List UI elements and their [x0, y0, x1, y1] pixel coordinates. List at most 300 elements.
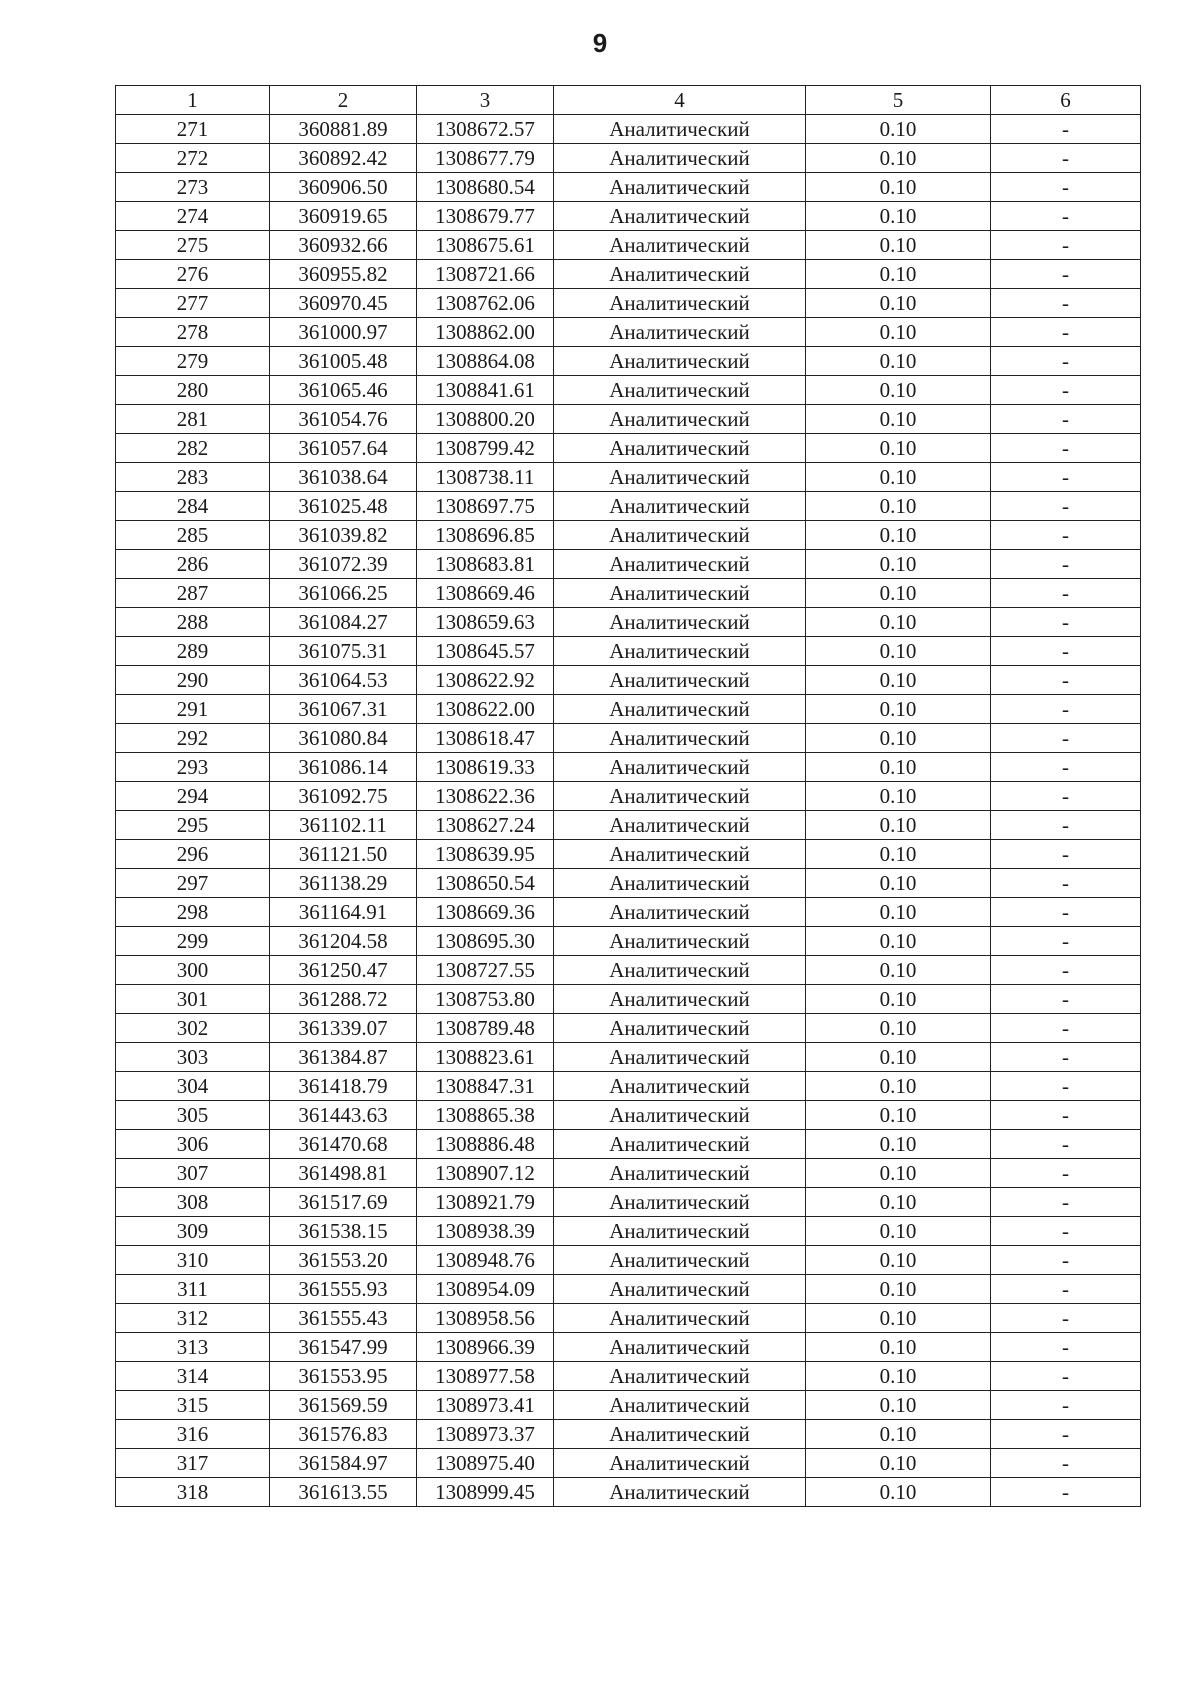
error-cell: 0.10 — [806, 985, 991, 1014]
y-coordinate-cell: 1308966.39 — [417, 1333, 554, 1362]
error-cell: 0.10 — [806, 231, 991, 260]
x-coordinate-cell: 361039.82 — [270, 521, 417, 550]
note-cell: - — [991, 927, 1141, 956]
method-cell: Аналитический — [554, 1217, 806, 1246]
x-coordinate-cell: 361418.79 — [270, 1072, 417, 1101]
point-number-cell: 312 — [116, 1304, 270, 1333]
point-number-cell: 288 — [116, 608, 270, 637]
note-cell: - — [991, 1159, 1141, 1188]
point-number-cell: 310 — [116, 1246, 270, 1275]
x-coordinate-cell: 361553.20 — [270, 1246, 417, 1275]
method-cell: Аналитический — [554, 637, 806, 666]
y-coordinate-cell: 1308762.06 — [417, 289, 554, 318]
error-cell: 0.10 — [806, 405, 991, 434]
y-coordinate-cell: 1308973.41 — [417, 1391, 554, 1420]
method-cell: Аналитический — [554, 927, 806, 956]
point-number-cell: 290 — [116, 666, 270, 695]
point-number-cell: 275 — [116, 231, 270, 260]
method-cell: Аналитический — [554, 1101, 806, 1130]
x-coordinate-cell: 361555.93 — [270, 1275, 417, 1304]
error-cell: 0.10 — [806, 144, 991, 173]
table-header — [116, 86, 1141, 115]
error-cell: 0.10 — [806, 1072, 991, 1101]
table-row — [116, 811, 1141, 840]
x-coordinate-cell: 361164.91 — [270, 898, 417, 927]
x-coordinate-cell: 361384.87 — [270, 1043, 417, 1072]
column-header-2: 2 — [270, 86, 417, 115]
error-cell: 0.10 — [806, 782, 991, 811]
x-coordinate-cell: 360919.65 — [270, 202, 417, 231]
note-cell: - — [991, 985, 1141, 1014]
y-coordinate-cell: 1308958.56 — [417, 1304, 554, 1333]
note-cell: - — [991, 782, 1141, 811]
error-cell: 0.10 — [806, 724, 991, 753]
y-coordinate-cell: 1308622.92 — [417, 666, 554, 695]
point-number-cell: 281 — [116, 405, 270, 434]
error-cell: 0.10 — [806, 1130, 991, 1159]
error-cell: 0.10 — [806, 463, 991, 492]
y-coordinate-cell: 1308977.58 — [417, 1362, 554, 1391]
error-cell: 0.10 — [806, 115, 991, 144]
method-cell: Аналитический — [554, 1304, 806, 1333]
method-cell: Аналитический — [554, 840, 806, 869]
x-coordinate-cell: 361057.64 — [270, 434, 417, 463]
error-cell: 0.10 — [806, 1362, 991, 1391]
error-cell: 0.10 — [806, 347, 991, 376]
y-coordinate-cell: 1308727.55 — [417, 956, 554, 985]
error-cell: 0.10 — [806, 637, 991, 666]
point-number-cell: 309 — [116, 1217, 270, 1246]
y-coordinate-cell: 1308948.76 — [417, 1246, 554, 1275]
method-cell: Аналитический — [554, 1188, 806, 1217]
point-number-cell: 301 — [116, 985, 270, 1014]
method-cell: Аналитический — [554, 666, 806, 695]
note-cell: - — [991, 1072, 1141, 1101]
point-number-cell: 279 — [116, 347, 270, 376]
table-row — [116, 695, 1141, 724]
x-coordinate-cell: 361092.75 — [270, 782, 417, 811]
table-row — [116, 376, 1141, 405]
method-cell: Аналитический — [554, 318, 806, 347]
point-number-cell: 293 — [116, 753, 270, 782]
x-coordinate-cell: 361138.29 — [270, 869, 417, 898]
note-cell: - — [991, 289, 1141, 318]
x-coordinate-cell: 361084.27 — [270, 608, 417, 637]
x-coordinate-cell: 360955.82 — [270, 260, 417, 289]
point-number-cell: 296 — [116, 840, 270, 869]
method-cell: Аналитический — [554, 492, 806, 521]
x-coordinate-cell: 361038.64 — [270, 463, 417, 492]
error-cell: 0.10 — [806, 1449, 991, 1478]
error-cell: 0.10 — [806, 1188, 991, 1217]
point-number-cell: 315 — [116, 1391, 270, 1420]
header-row — [116, 86, 1141, 115]
note-cell: - — [991, 811, 1141, 840]
method-cell: Аналитический — [554, 985, 806, 1014]
point-number-cell: 271 — [116, 115, 270, 144]
note-cell: - — [991, 231, 1141, 260]
point-number-cell: 291 — [116, 695, 270, 724]
x-coordinate-cell: 360932.66 — [270, 231, 417, 260]
y-coordinate-cell: 1308675.61 — [417, 231, 554, 260]
table-row — [116, 173, 1141, 202]
note-cell: - — [991, 318, 1141, 347]
method-cell: Аналитический — [554, 811, 806, 840]
point-number-cell: 304 — [116, 1072, 270, 1101]
error-cell: 0.10 — [806, 202, 991, 231]
point-number-cell: 306 — [116, 1130, 270, 1159]
error-cell: 0.10 — [806, 318, 991, 347]
error-cell: 0.10 — [806, 898, 991, 927]
point-number-cell: 280 — [116, 376, 270, 405]
method-cell: Аналитический — [554, 405, 806, 434]
x-coordinate-cell: 361553.95 — [270, 1362, 417, 1391]
x-coordinate-cell: 361498.81 — [270, 1159, 417, 1188]
column-header-3: 3 — [417, 86, 554, 115]
point-number-cell: 313 — [116, 1333, 270, 1362]
table-row — [116, 289, 1141, 318]
error-cell: 0.10 — [806, 1159, 991, 1188]
note-cell: - — [991, 1275, 1141, 1304]
table-row — [116, 898, 1141, 927]
table-row — [116, 869, 1141, 898]
method-cell: Аналитический — [554, 521, 806, 550]
table-row — [116, 637, 1141, 666]
x-coordinate-cell: 361005.48 — [270, 347, 417, 376]
note-cell: - — [991, 1333, 1141, 1362]
method-cell: Аналитический — [554, 347, 806, 376]
note-cell: - — [991, 1101, 1141, 1130]
note-cell: - — [991, 260, 1141, 289]
y-coordinate-cell: 1308864.08 — [417, 347, 554, 376]
y-coordinate-cell: 1308679.77 — [417, 202, 554, 231]
table-row — [116, 1072, 1141, 1101]
table-row — [116, 492, 1141, 521]
x-coordinate-cell: 360906.50 — [270, 173, 417, 202]
x-coordinate-cell: 361443.63 — [270, 1101, 417, 1130]
point-number-cell: 276 — [116, 260, 270, 289]
note-cell: - — [991, 724, 1141, 753]
method-cell: Аналитический — [554, 1333, 806, 1362]
error-cell: 0.10 — [806, 1101, 991, 1130]
point-number-cell: 311 — [116, 1275, 270, 1304]
y-coordinate-cell: 1308823.61 — [417, 1043, 554, 1072]
table-row — [116, 144, 1141, 173]
y-coordinate-cell: 1308738.11 — [417, 463, 554, 492]
table-row — [116, 1478, 1141, 1507]
y-coordinate-cell: 1308650.54 — [417, 869, 554, 898]
table-row — [116, 1159, 1141, 1188]
y-coordinate-cell: 1308677.79 — [417, 144, 554, 173]
point-number-cell: 295 — [116, 811, 270, 840]
error-cell: 0.10 — [806, 492, 991, 521]
note-cell: - — [991, 405, 1141, 434]
note-cell: - — [991, 637, 1141, 666]
error-cell: 0.10 — [806, 666, 991, 695]
method-cell: Аналитический — [554, 1420, 806, 1449]
x-coordinate-cell: 361517.69 — [270, 1188, 417, 1217]
point-number-cell: 314 — [116, 1362, 270, 1391]
y-coordinate-cell: 1308789.48 — [417, 1014, 554, 1043]
point-number-cell: 272 — [116, 144, 270, 173]
column-header-1: 1 — [116, 86, 270, 115]
method-cell: Аналитический — [554, 376, 806, 405]
y-coordinate-cell: 1308800.20 — [417, 405, 554, 434]
method-cell: Аналитический — [554, 202, 806, 231]
x-coordinate-cell: 361288.72 — [270, 985, 417, 1014]
point-number-cell: 299 — [116, 927, 270, 956]
y-coordinate-cell: 1308938.39 — [417, 1217, 554, 1246]
table-row — [116, 260, 1141, 289]
x-coordinate-cell: 361080.84 — [270, 724, 417, 753]
error-cell: 0.10 — [806, 695, 991, 724]
note-cell: - — [991, 463, 1141, 492]
y-coordinate-cell: 1308847.31 — [417, 1072, 554, 1101]
point-number-cell: 305 — [116, 1101, 270, 1130]
point-number-cell: 282 — [116, 434, 270, 463]
column-header-4: 4 — [554, 86, 806, 115]
table-row — [116, 840, 1141, 869]
note-cell: - — [991, 666, 1141, 695]
method-cell: Аналитический — [554, 1014, 806, 1043]
method-cell: Аналитический — [554, 1159, 806, 1188]
error-cell: 0.10 — [806, 1333, 991, 1362]
point-number-cell: 308 — [116, 1188, 270, 1217]
error-cell: 0.10 — [806, 1391, 991, 1420]
note-cell: - — [991, 840, 1141, 869]
method-cell: Аналитический — [554, 231, 806, 260]
note-cell: - — [991, 521, 1141, 550]
point-number-cell: 294 — [116, 782, 270, 811]
y-coordinate-cell: 1308696.85 — [417, 521, 554, 550]
method-cell: Аналитический — [554, 173, 806, 202]
method-cell: Аналитический — [554, 1072, 806, 1101]
table-row — [116, 1420, 1141, 1449]
x-coordinate-cell: 361547.99 — [270, 1333, 417, 1362]
table-body — [116, 115, 1141, 1507]
error-cell: 0.10 — [806, 1478, 991, 1507]
y-coordinate-cell: 1308659.63 — [417, 608, 554, 637]
note-cell: - — [991, 1304, 1141, 1333]
error-cell: 0.10 — [806, 1275, 991, 1304]
y-coordinate-cell: 1308622.00 — [417, 695, 554, 724]
method-cell: Аналитический — [554, 1130, 806, 1159]
error-cell: 0.10 — [806, 1014, 991, 1043]
y-coordinate-cell: 1308695.30 — [417, 927, 554, 956]
note-cell: - — [991, 869, 1141, 898]
table-row — [116, 463, 1141, 492]
error-cell: 0.10 — [806, 260, 991, 289]
x-coordinate-cell: 361339.07 — [270, 1014, 417, 1043]
note-cell: - — [991, 956, 1141, 985]
note-cell: - — [991, 695, 1141, 724]
table-row — [116, 434, 1141, 463]
note-cell: - — [991, 753, 1141, 782]
point-number-cell: 298 — [116, 898, 270, 927]
table-row — [116, 1333, 1141, 1362]
note-cell: - — [991, 550, 1141, 579]
y-coordinate-cell: 1308921.79 — [417, 1188, 554, 1217]
error-cell: 0.10 — [806, 608, 991, 637]
column-header-6: 6 — [991, 86, 1141, 115]
table-row — [116, 579, 1141, 608]
x-coordinate-cell: 361102.11 — [270, 811, 417, 840]
note-cell: - — [991, 492, 1141, 521]
x-coordinate-cell: 361121.50 — [270, 840, 417, 869]
y-coordinate-cell: 1308672.57 — [417, 115, 554, 144]
y-coordinate-cell: 1308973.37 — [417, 1420, 554, 1449]
y-coordinate-cell: 1308618.47 — [417, 724, 554, 753]
method-cell: Аналитический — [554, 753, 806, 782]
y-coordinate-cell: 1308669.36 — [417, 898, 554, 927]
point-number-cell: 303 — [116, 1043, 270, 1072]
table-row — [116, 1217, 1141, 1246]
point-number-cell: 318 — [116, 1478, 270, 1507]
y-coordinate-cell: 1308865.38 — [417, 1101, 554, 1130]
error-cell: 0.10 — [806, 550, 991, 579]
note-cell: - — [991, 1246, 1141, 1275]
table-row — [116, 1246, 1141, 1275]
table-row — [116, 927, 1141, 956]
note-cell: - — [991, 144, 1141, 173]
method-cell: Аналитический — [554, 579, 806, 608]
y-coordinate-cell: 1308680.54 — [417, 173, 554, 202]
note-cell: - — [991, 173, 1141, 202]
note-cell: - — [991, 1043, 1141, 1072]
error-cell: 0.10 — [806, 811, 991, 840]
point-number-cell: 316 — [116, 1420, 270, 1449]
point-number-cell: 273 — [116, 173, 270, 202]
table-row — [116, 521, 1141, 550]
point-number-cell: 302 — [116, 1014, 270, 1043]
y-coordinate-cell: 1308669.46 — [417, 579, 554, 608]
note-cell: - — [991, 898, 1141, 927]
x-coordinate-cell: 361613.55 — [270, 1478, 417, 1507]
y-coordinate-cell: 1308999.45 — [417, 1478, 554, 1507]
table-row — [116, 1275, 1141, 1304]
note-cell: - — [991, 1449, 1141, 1478]
note-cell: - — [991, 115, 1141, 144]
note-cell: - — [991, 202, 1141, 231]
y-coordinate-cell: 1308683.81 — [417, 550, 554, 579]
y-coordinate-cell: 1308907.12 — [417, 1159, 554, 1188]
table-row — [116, 1130, 1141, 1159]
x-coordinate-cell: 361072.39 — [270, 550, 417, 579]
point-number-cell: 277 — [116, 289, 270, 318]
y-coordinate-cell: 1308697.75 — [417, 492, 554, 521]
method-cell: Аналитический — [554, 289, 806, 318]
note-cell: - — [991, 1478, 1141, 1507]
y-coordinate-cell: 1308975.40 — [417, 1449, 554, 1478]
table-row — [116, 1101, 1141, 1130]
y-coordinate-cell: 1308627.24 — [417, 811, 554, 840]
method-cell: Аналитический — [554, 869, 806, 898]
point-number-cell: 283 — [116, 463, 270, 492]
y-coordinate-cell: 1308645.57 — [417, 637, 554, 666]
x-coordinate-cell: 361576.83 — [270, 1420, 417, 1449]
table-row — [116, 782, 1141, 811]
point-number-cell: 317 — [116, 1449, 270, 1478]
x-coordinate-cell: 361000.97 — [270, 318, 417, 347]
x-coordinate-cell: 361584.97 — [270, 1449, 417, 1478]
error-cell: 0.10 — [806, 1420, 991, 1449]
x-coordinate-cell: 361075.31 — [270, 637, 417, 666]
method-cell: Аналитический — [554, 1043, 806, 1072]
table-row — [116, 347, 1141, 376]
method-cell: Аналитический — [554, 1275, 806, 1304]
x-coordinate-cell: 361066.25 — [270, 579, 417, 608]
method-cell: Аналитический — [554, 144, 806, 173]
x-coordinate-cell: 361086.14 — [270, 753, 417, 782]
note-cell: - — [991, 1188, 1141, 1217]
error-cell: 0.10 — [806, 753, 991, 782]
x-coordinate-cell: 360970.45 — [270, 289, 417, 318]
y-coordinate-cell: 1308886.48 — [417, 1130, 554, 1159]
table-row — [116, 405, 1141, 434]
x-coordinate-cell: 360892.42 — [270, 144, 417, 173]
method-cell: Аналитический — [554, 1391, 806, 1420]
note-cell: - — [991, 1217, 1141, 1246]
page-number: 9 — [592, 28, 608, 58]
point-number-cell: 287 — [116, 579, 270, 608]
y-coordinate-cell: 1308753.80 — [417, 985, 554, 1014]
table-row — [116, 1362, 1141, 1391]
y-coordinate-cell: 1308619.33 — [417, 753, 554, 782]
point-number-cell: 286 — [116, 550, 270, 579]
coordinates-table — [115, 85, 1141, 1507]
method-cell: Аналитический — [554, 724, 806, 753]
method-cell: Аналитический — [554, 1478, 806, 1507]
error-cell: 0.10 — [806, 927, 991, 956]
point-number-cell: 278 — [116, 318, 270, 347]
table-row — [116, 666, 1141, 695]
table-row — [116, 1391, 1141, 1420]
table-row — [116, 753, 1141, 782]
note-cell: - — [991, 434, 1141, 463]
point-number-cell: 284 — [116, 492, 270, 521]
table-row — [116, 1449, 1141, 1478]
y-coordinate-cell: 1308639.95 — [417, 840, 554, 869]
point-number-cell: 300 — [116, 956, 270, 985]
x-coordinate-cell: 361025.48 — [270, 492, 417, 521]
error-cell: 0.10 — [806, 840, 991, 869]
x-coordinate-cell: 361054.76 — [270, 405, 417, 434]
note-cell: - — [991, 1420, 1141, 1449]
point-number-cell: 285 — [116, 521, 270, 550]
point-number-cell: 289 — [116, 637, 270, 666]
error-cell: 0.10 — [806, 1304, 991, 1333]
table-row — [116, 550, 1141, 579]
y-coordinate-cell: 1308721.66 — [417, 260, 554, 289]
method-cell: Аналитический — [554, 1246, 806, 1275]
y-coordinate-cell: 1308862.00 — [417, 318, 554, 347]
table-row — [116, 724, 1141, 753]
method-cell: Аналитический — [554, 115, 806, 144]
method-cell: Аналитический — [554, 608, 806, 637]
x-coordinate-cell: 361064.53 — [270, 666, 417, 695]
point-number-cell: 307 — [116, 1159, 270, 1188]
error-cell: 0.10 — [806, 434, 991, 463]
note-cell: - — [991, 1014, 1141, 1043]
x-coordinate-cell: 361065.46 — [270, 376, 417, 405]
method-cell: Аналитический — [554, 463, 806, 492]
method-cell: Аналитический — [554, 1449, 806, 1478]
error-cell: 0.10 — [806, 173, 991, 202]
note-cell: - — [991, 608, 1141, 637]
y-coordinate-cell: 1308799.42 — [417, 434, 554, 463]
method-cell: Аналитический — [554, 260, 806, 289]
column-header-5: 5 — [806, 86, 991, 115]
